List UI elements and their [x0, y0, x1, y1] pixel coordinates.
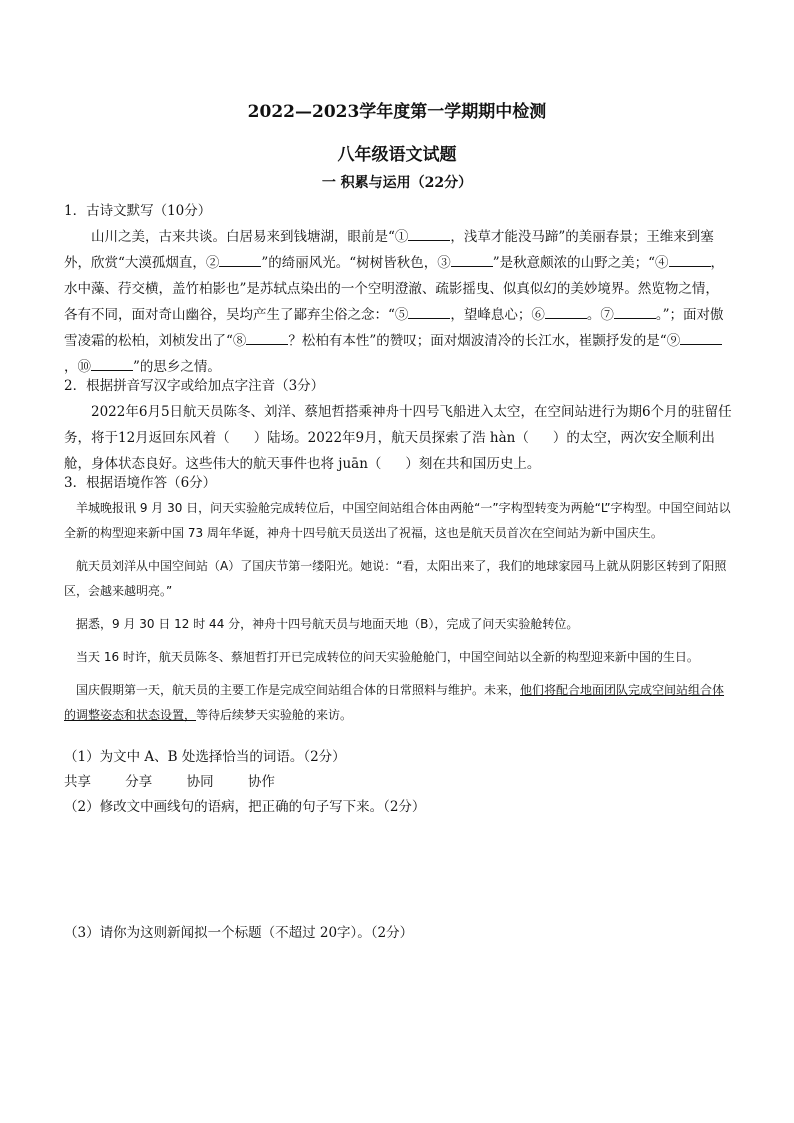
question-1	[64, 198, 732, 380]
option-word: 协作	[247, 774, 275, 790]
blank-4[interactable]	[669, 252, 711, 267]
underlined-sentence: 他们将配合地面团队完成空间站组合体的调整姿态和状态设置，	[64, 683, 725, 722]
sub-question-2: （2）修改文中画线句的语病，把正确的句子写下来。（2分）	[64, 799, 426, 815]
blank-10[interactable]	[91, 356, 133, 371]
news-paragraph-5: 国庆假期第一天，航天员的主要工作是完成空间站组合体的日常照料与维护。未来，他们将配合地面团队完成空间站组合体的调整姿态和状态设置，等待后续梦天实验舱的来访。	[64, 683, 725, 722]
option-word: 协同	[186, 774, 214, 790]
blank-6[interactable]	[545, 304, 587, 319]
word-options	[64, 770, 732, 795]
blank-1[interactable]	[408, 226, 450, 241]
question-3-subquestions	[64, 745, 732, 820]
question-2-label: 2．根据拼音写汉字或给加点字注音（3分）	[64, 378, 325, 394]
news-paragraph-3: 据悉，9 月 30 日 12 时 44 分，神舟十四号航天员与地面天地（B），完成了问天实验舱转位。	[76, 617, 579, 631]
exam-subtitle: 八年级语文试题	[337, 145, 457, 165]
section-heading: 一 积累与运用（22分）	[321, 175, 473, 191]
question-1-text: 山川之美，古来共谈。白居易来到钱塘湖，眼前是“① ，浅草才能没马蹄”的美丽春景；王维来到塞外，欣赏“大漠孤烟直，② ”的绮丽风光。“树树皆秋色，③ ”是秋意颇浓的山野之美；“④ ，水中藻、荇交横，盖竹柏影也”是苏轼点染出的一个空明澄澈、疏影摇曳、似真似幻的美妙境界。然览物之情，各有不同，面对奇山幽谷，吴均产生了鄙弃尘俗之念：“⑤ ，望峰息心；⑥ 。⑦ 。”；面对傲雪凌霜的松柏，刘桢发出了“⑧ ？松柏有本性”的赞叹；面对烟波清冷的长江水，崔颢抒发的是“⑨，⑩ ”的思乡之情。	[64, 224, 732, 380]
blank-2[interactable]	[219, 252, 261, 267]
blank-9[interactable]	[680, 330, 722, 345]
blank-3[interactable]	[451, 252, 493, 267]
option-word: 共享	[64, 774, 91, 790]
blank-8[interactable]	[246, 330, 288, 345]
question-2	[64, 373, 732, 477]
question-1-label: 1．古诗文默写（10分）	[64, 203, 212, 219]
news-paragraph-2: 航天员刘洋从中国空间站（A）了国庆节第一缕阳光。她说：“看，太阳出来了，我们的地球家园马上就从阴影区转到了阳照区，会越来越明亮。”	[64, 559, 727, 598]
news-paragraph-4: 当天 16 时许，航天员陈冬、蔡旭哲打开已完成转位的问天实验舱舱门，中国空间站以全新的构型迎来新中国的生日。	[76, 650, 699, 664]
sub-question-3: （3）请你为这则新闻拟一个标题（不超过 20字）。（2分）	[64, 925, 414, 941]
news-article	[64, 496, 732, 728]
question-3-label: 3．根据语境作答（6分）	[64, 475, 217, 491]
option-word: 分享	[125, 774, 153, 790]
sub-question-1: （1）为文中 A、B 处选择恰当的词语。（2分）	[64, 749, 346, 765]
news-paragraph-1: 羊城晚报讯 9 月 30 日，问天实验舱完成转位后，中国空间站组合体由两舱“一”字构型转变为两舱“L”字构型。中国空间站以全新的构型迎来新中国 73 周年华诞，神舟十四号航天员送出了祝福，这也是航天员首次在空间站为新中国庆生。	[64, 501, 731, 540]
blank-5[interactable]	[408, 304, 450, 319]
question-2-text: 2022年6月5日航天员陈冬、刘洋、蔡旭哲搭乘神舟十四号飞船进入太空，在空间站进行为期6个月的驻留任务，将于12月返回东风着（ ）陆场。2022年9月，航天员探索了浩 hàn（ ）的太空，两次安全顺利出舱，身体状态良好。这些伟大的航天事件也将 juān（ ）刻在共和国历史上。	[64, 404, 732, 472]
exam-title: 2022—2023学年度第一学期期中检测	[247, 102, 547, 122]
blank-7[interactable]	[614, 304, 656, 319]
